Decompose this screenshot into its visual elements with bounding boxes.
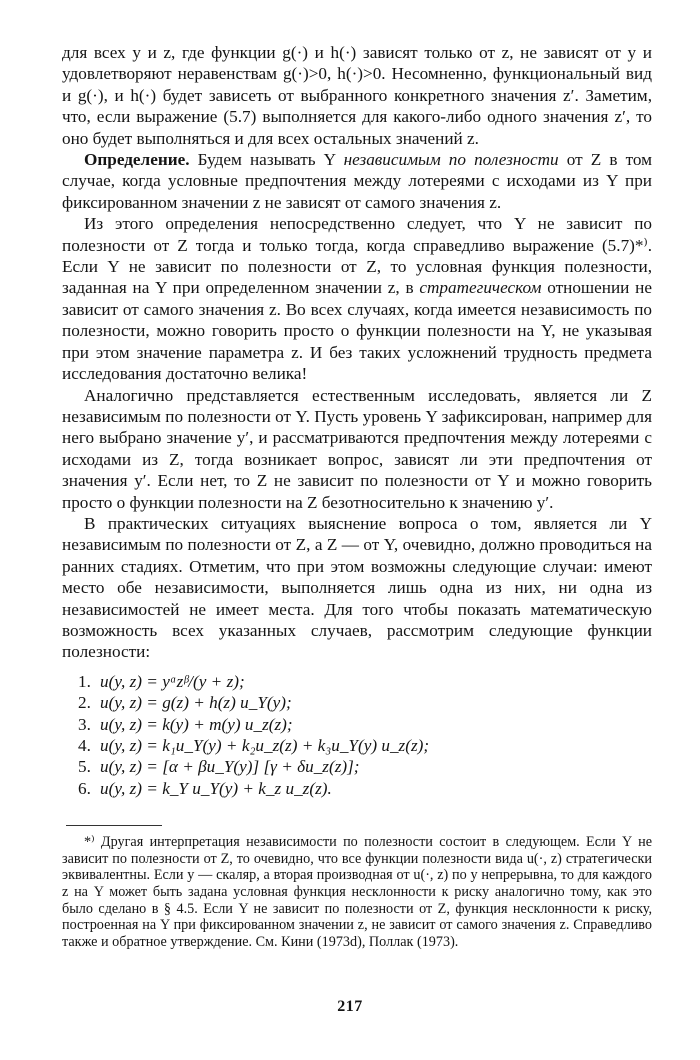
formula-number: 1. xyxy=(78,671,91,691)
formula-number: 6. xyxy=(78,778,91,798)
formula-item xyxy=(78,756,652,777)
formula-expression: u(y, z) = k(y) + m(y) u_z(z); xyxy=(100,714,293,734)
formula-item xyxy=(78,714,652,735)
formula-expression: u(y, z) = g(z) + h(z) u_Y(y); xyxy=(100,693,292,713)
paragraph-3-emphasis: стратегическом xyxy=(419,278,542,298)
footnote-text: *⁾ Другая интерпретация независимости по полезности состоит в следующем. Если Y не зависит по полезности от Z, то очевидно, что все функции полезности вида u(·, z) стратегически эквивалентны. Если y — скаляр, а вторая производная от u(·, z) по y непрерывна, то для каждого z на Y может быть задана условная функция несклонности к риску аналогично тому, как это было сделано в § 4.5. Если Y не зависит по полезности от Z, функция несклонности к риску, построенная на Y при фиксированном значении z, не зависит от самого значения z. Справедливо также и обратное утверждение. См. Кини (1973d), Поллак (1973). xyxy=(62,834,652,950)
footnote-divider xyxy=(66,825,162,826)
formula-expression: u(y, z) = yᵅzᵝ/(y + z); xyxy=(100,671,245,691)
paragraph-3-text-after: отношении не зависит от самого значения z. Во всех случаях, когда имеется независимость по полезности, можно говорить просто о функции полезности на Y, не указывая при этом значение параметра z. И без таких усложнений трудность предмета исследования достаточно велика! xyxy=(62,278,652,384)
paragraph-3 xyxy=(62,213,652,384)
paragraph-5-text: В практических ситуациях выяснение вопроса о том, является ли Y независимым по полезности от Z, а Z — от Y, очевидно, должно проводиться на ранних стадиях. Отметим, что при этом возможны следующие случаи: имеют место обе независимости, выполняется лишь одна из них, ни одна из независимостей не имеет места. Для того чтобы показать математическую возможность всех указанных случаев, рассмотрим следующие функции полезности: xyxy=(62,513,652,662)
page-number: 217 xyxy=(337,998,363,1015)
paragraph-4 xyxy=(62,385,652,513)
formula-expression: u(y, z) = k_Y u_Y(y) + k_z u_z(z). xyxy=(100,778,332,798)
formula-number: 5. xyxy=(78,757,91,777)
formula-expression: u(y, z) = [α + βu_Y(y)] [γ + δu_z(z)]; xyxy=(100,757,360,777)
definition-lead: Определение. xyxy=(84,150,190,170)
paragraph-4-text: Аналогично представляется естественным исследовать, является ли Z независимым по полезности от Y. Пусть уровень Y зафиксирован, например для него выбрано значение y′, и рассматриваются предпочтения между лотереями с исходами из Z, тогда возникает вопрос, зависят ли эти предпочтения от значения y′. Если нет, то Z не зависит по полезности от Y и можно говорить просто о функции полезности на Z безотносительно к значению y′. xyxy=(62,385,652,512)
definition-text-after: от Z в том случае, когда условные предпочтения между лотереями с исходами из Y при фиксированном значении z не зависят от самого значения z. xyxy=(62,150,652,212)
formula-item xyxy=(78,671,652,692)
paragraph-5 xyxy=(62,513,652,663)
formula-item xyxy=(78,735,652,756)
formula-list xyxy=(62,671,652,799)
formula-expression: u(y, z) = k₁u_Y(y) + k₂u_z(z) + k₃u_Y(y) u_z(z); xyxy=(100,736,430,755)
formula-item xyxy=(78,778,652,799)
formula-number: 2. xyxy=(78,693,91,713)
footnote xyxy=(62,834,652,950)
formula-number: 3. xyxy=(78,714,91,734)
formula-number: 4. xyxy=(78,736,91,755)
definition-emphasis: независимым по полезности xyxy=(343,150,559,170)
paragraph-3-text-before: Из этого определения непосредственно следует, что Y не зависит по полезности от Z тогда и только тогда, когда справедливо выражение (5.7)*⁾. Если Y не зависит по полезности от Z, то условная функция полезности, заданная на Y при определенном значении z, в xyxy=(62,214,652,298)
paragraph-1 xyxy=(62,42,652,149)
definition-text-before: Будем называть Y xyxy=(189,150,344,170)
paragraph-1-text: для всех y и z, где функции g(·) и h(·) зависят только от z, не зависят от y и удовлетворяют неравенствам g(·)>0, h(·)>0. Несомненно, функциональный вид и g(·), и h(·) будет зависеть от выбранного конкретного значения z′. Заметим, что, если выражение (5.7) выполняется для какого-либо одного значения z′, то оно будет выполняться и для всех остальных значений z. xyxy=(62,43,652,148)
formula-item xyxy=(78,692,652,713)
paragraph-definition xyxy=(62,149,652,213)
